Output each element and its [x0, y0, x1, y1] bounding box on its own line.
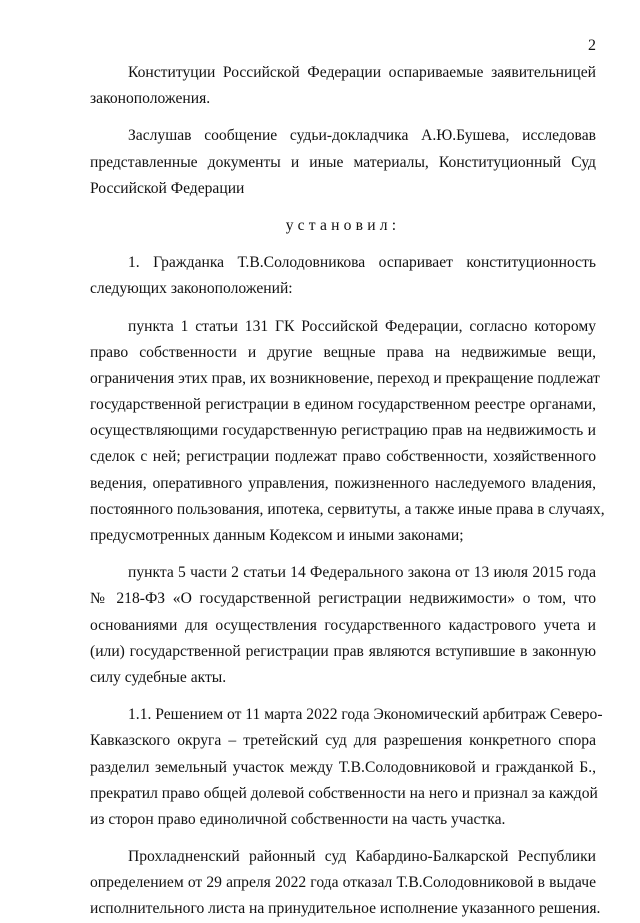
text-line: следующих законоположений:	[90, 280, 293, 298]
text-line: Прохладненский районный суд Кабардино-Балкарской Республики	[128, 848, 596, 866]
section-heading: установил:	[285, 216, 401, 234]
paragraph-gap	[90, 549, 596, 560]
text-line: законоположения.	[90, 90, 211, 108]
text-line: 1.1. Решением от 11 марта 2022 года Экономический арбитраж Северо-	[128, 706, 603, 724]
page-number: 2	[588, 37, 596, 54]
paragraph	[90, 702, 603, 833]
paragraph-gap	[90, 239, 596, 250]
text-line: определением от 29 апреля 2022 года отказал Т.В.Солодовниковой в выдаче	[90, 874, 596, 892]
paragraph-gap	[90, 202, 596, 213]
text-line: Конституции Российской Федерации оспариваемые заявительницей	[128, 64, 596, 81]
text-line: разделил земельный участок между Т.В.Солодовниковой и гражданкой Б.,	[90, 758, 596, 776]
text-line: Заслушав сообщение судьи-докладчика А.Ю.Бушева, исследовав	[128, 127, 596, 145]
text-line: осуществляющими государственную регистрацию прав на недвижимость и	[90, 422, 596, 440]
paragraph-gap	[90, 303, 596, 314]
document-body	[90, 60, 605, 923]
paragraph	[90, 560, 596, 691]
text-line: Российской Федерации	[90, 179, 245, 197]
text-line: из сторон право единоличной собственности на часть участка.	[90, 810, 506, 828]
text-line: сделок с ней; регистрации подлежат право собственности, хозяйственного	[90, 448, 596, 466]
text-line: ведения, оперативного управления, пожизненного наследуемого владения,	[90, 474, 596, 492]
text-line: исполнительного листа на принудительное исполнение указанного решения.	[90, 900, 601, 918]
text-line: № 218-ФЗ «О государственной регистрации недвижимости» о том, что	[90, 590, 596, 608]
text-line: предусмотренных данным Кодексом и иными законами;	[90, 527, 464, 544]
paragraph	[90, 844, 601, 923]
text-line: пункта 5 части 2 статьи 14 Федерального закона от 13 июля 2015 года	[128, 564, 596, 582]
text-line: основаниями для осуществления государственного кадастрового учета и	[90, 616, 596, 634]
paragraph	[90, 60, 596, 112]
text-line: 1. Гражданка Т.В.Солодовникова оспаривает конституционность	[128, 254, 596, 272]
text-line: пункта 1 статьи 131 ГК Российской Федерации, согласно которому	[128, 317, 596, 335]
paragraph	[90, 123, 596, 202]
text-line: представленные документы и иные материалы, Конституционный Суд	[90, 153, 596, 171]
text-line: постоянного пользования, ипотека, сервитуты, а также иные права в случаях,	[90, 500, 605, 518]
paragraph	[90, 250, 596, 302]
paragraph-gap	[90, 833, 596, 844]
text-line: (или) государственной регистрации прав являются вступившие в законную	[90, 642, 596, 660]
text-line: прекратил право общей долевой собственности на него и признал за каждой	[90, 784, 598, 802]
text-line: право собственности и другие вещные права на недвижимые вещи,	[90, 343, 596, 361]
text-line: силу судебные акты.	[90, 668, 227, 686]
paragraph	[90, 314, 605, 550]
text-line: ограничения этих прав, их возникновение, переход и прекращение подлежат	[90, 369, 600, 387]
text-line: Кавказского округа – третейский суд для разрешения конкретного спора	[90, 732, 596, 750]
paragraph-gap	[90, 691, 596, 702]
paragraph-gap	[90, 112, 596, 123]
text-line: государственной регистрации в едином государственном реестре органами,	[90, 396, 596, 414]
